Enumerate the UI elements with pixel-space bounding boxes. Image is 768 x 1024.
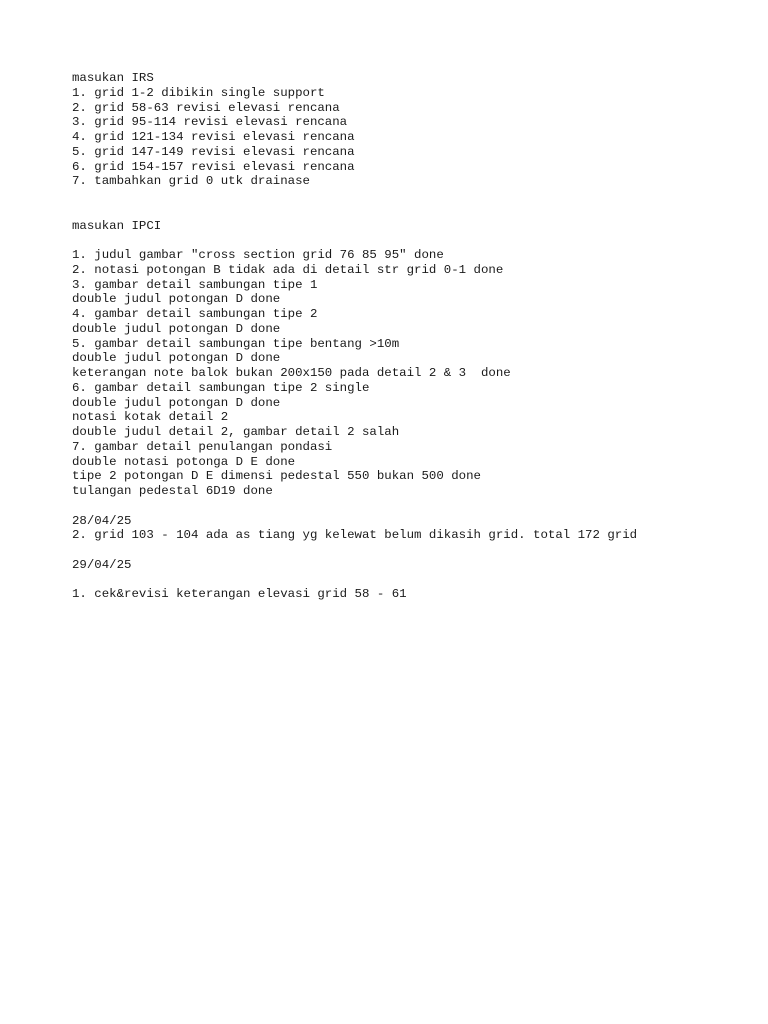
text-line: 2. grid 58-63 revisi elevasi rencana xyxy=(72,100,340,115)
blank-line xyxy=(72,189,752,204)
text-line: 5. gambar detail sambungan tipe bentang >10m xyxy=(72,336,400,351)
text-line: notasi kotak detail 2 xyxy=(72,410,229,425)
text-line: 5. grid 147-149 revisi elevasi rencana xyxy=(72,144,355,159)
text-line: 4. gambar detail sambungan tipe 2 xyxy=(72,307,318,321)
blank-line xyxy=(72,233,752,248)
text-line: 1. grid 1-2 dibikin single support xyxy=(72,85,325,100)
text-line: 6. grid 154-157 revisi elevasi rencana xyxy=(72,159,355,174)
text-line: tipe 2 potongan D E dimensi pedestal 550 bukan 500 done xyxy=(72,469,481,484)
text-line: 2. notasi potongan B tidak ada di detail str grid 0-1 done xyxy=(72,262,504,277)
text-line: 1. cek&revisi keterangan elevasi grid 58 - 61 xyxy=(72,587,407,602)
blank-line xyxy=(72,543,752,558)
text-line: 7. tambahkan grid 0 utk drainase xyxy=(72,174,310,189)
text-line: double judul potongan D done xyxy=(72,395,281,410)
blank-line xyxy=(72,204,752,219)
blank-line xyxy=(72,499,752,514)
text-line: 29/04/25 xyxy=(72,557,132,572)
text-line: 4. grid 121-134 revisi elevasi rencana xyxy=(72,130,355,144)
text-line: keterangan note balok bukan 200x150 pada detail 2 & 3 done xyxy=(72,366,511,380)
text-line: tulangan pedestal 6D19 done xyxy=(72,484,273,498)
text-line: double notasi potonga D E done xyxy=(72,454,296,469)
text-line: 1. judul gambar "cross section grid 76 85 95" done xyxy=(72,248,444,262)
text-line: 7. gambar detail penulangan pondasi xyxy=(72,439,333,454)
text-line: 28/04/25 xyxy=(72,513,132,528)
blank-line xyxy=(72,573,752,588)
text-line: 2. grid 103 - 104 ada as tiang yg kelewat belum dikasih grid. total 172 grid xyxy=(72,528,638,543)
text-line: double judul potongan D done xyxy=(72,321,281,336)
document-body xyxy=(72,71,752,602)
text-line: 6. gambar detail sambungan tipe 2 single xyxy=(72,380,370,395)
text-line: double judul potongan D done xyxy=(72,351,281,366)
text-line: 3. grid 95-114 revisi elevasi rencana xyxy=(72,115,348,130)
text-line: 3. gambar detail sambungan tipe 1 xyxy=(72,277,318,292)
text-line: masukan IPCI xyxy=(72,218,162,233)
text-line: masukan IRS xyxy=(72,71,154,85)
text-line: double judul detail 2, gambar detail 2 salah xyxy=(72,425,400,439)
text-line: double judul potongan D done xyxy=(72,292,281,307)
